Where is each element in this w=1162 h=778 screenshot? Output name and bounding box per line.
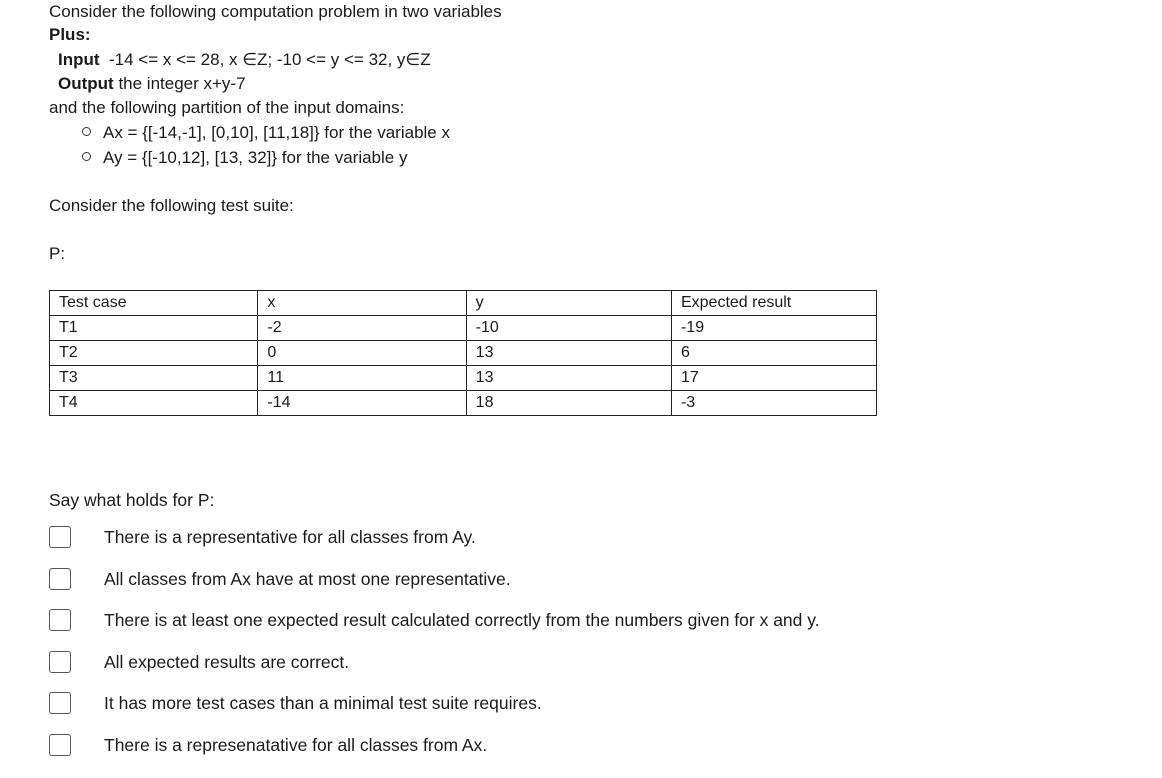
- cell-test-case: T3: [50, 366, 258, 391]
- problem-name-text: Plus:: [49, 25, 91, 44]
- problem-name: [49, 24, 91, 46]
- header-test-case: Test case: [50, 291, 258, 316]
- option-2-label[interactable]: All classes from Ax have at most one representative.: [104, 569, 511, 589]
- question-prompt: Say what holds for P:: [49, 490, 215, 510]
- table-row: [50, 391, 877, 416]
- test-suite-table: [49, 290, 877, 416]
- input-spec: [58, 49, 431, 71]
- input-text: -14 <= x <= 28, x ∈Z; -10 <= y <= 32, y∈Z: [109, 50, 431, 69]
- table-row: [50, 316, 877, 341]
- table-header-row: [50, 291, 877, 316]
- table-row: [50, 366, 877, 391]
- cell-expected-result: 17: [671, 366, 876, 391]
- header-y: y: [466, 291, 671, 316]
- cell-expected-result: -19: [671, 316, 876, 341]
- table-row: [50, 341, 877, 366]
- cell-y: -10: [466, 316, 671, 341]
- output-text: the integer x+y-7: [118, 74, 246, 93]
- option-1-label[interactable]: There is a representative for all classes from Ay.: [104, 527, 476, 547]
- cell-test-case: T2: [50, 341, 258, 366]
- cell-x: -2: [258, 316, 466, 341]
- output-label: Output: [58, 74, 114, 93]
- cell-x: -14: [258, 391, 466, 416]
- suite-intro: Consider the following test suite:: [49, 196, 294, 215]
- option-3-label[interactable]: There is at least one expected result calculated correctly from the numbers given for x and y.: [104, 610, 820, 630]
- option-6-checkbox[interactable]: [49, 734, 71, 756]
- cell-expected-result: 6: [671, 341, 876, 366]
- option-5-label[interactable]: It has more test cases than a minimal test suite requires.: [104, 693, 542, 713]
- header-x: x: [258, 291, 466, 316]
- partition-intro: and the following partition of the input domains:: [49, 98, 405, 117]
- cell-test-case: T1: [50, 316, 258, 341]
- cell-y: 13: [466, 341, 671, 366]
- partition-ax: [82, 122, 450, 144]
- input-label: Input: [58, 50, 100, 69]
- option-1-checkbox[interactable]: [49, 526, 71, 548]
- option-5-checkbox[interactable]: [49, 692, 71, 714]
- cell-test-case: T4: [50, 391, 258, 416]
- partition-ax-text: Ax = {[-14,-1], [0,10], [11,18]} for the variable x: [103, 123, 450, 142]
- option-6-label[interactable]: There is a represenatative for all classes from Ax.: [104, 735, 488, 755]
- partition-ay: [82, 147, 407, 169]
- problem-intro: Consider the following computation problem in two variables: [49, 2, 502, 21]
- option-2-checkbox[interactable]: [49, 568, 71, 590]
- bullet-icon: [82, 152, 91, 161]
- header-expected-result: Expected result: [671, 291, 876, 316]
- cell-expected-result: -3: [671, 391, 876, 416]
- cell-y: 18: [466, 391, 671, 416]
- option-4-label[interactable]: All expected results are correct.: [104, 652, 350, 672]
- cell-x: 11: [258, 366, 466, 391]
- partition-ay-text: Ay = {[-10,12], [13, 32]} for the variable y: [103, 148, 408, 167]
- option-4-checkbox[interactable]: [49, 651, 71, 673]
- cell-x: 0: [258, 341, 466, 366]
- bullet-icon: [82, 127, 91, 136]
- cell-y: 13: [466, 366, 671, 391]
- suite-name: P:: [49, 244, 66, 263]
- output-spec: [58, 73, 246, 95]
- option-3-checkbox[interactable]: [49, 609, 71, 631]
